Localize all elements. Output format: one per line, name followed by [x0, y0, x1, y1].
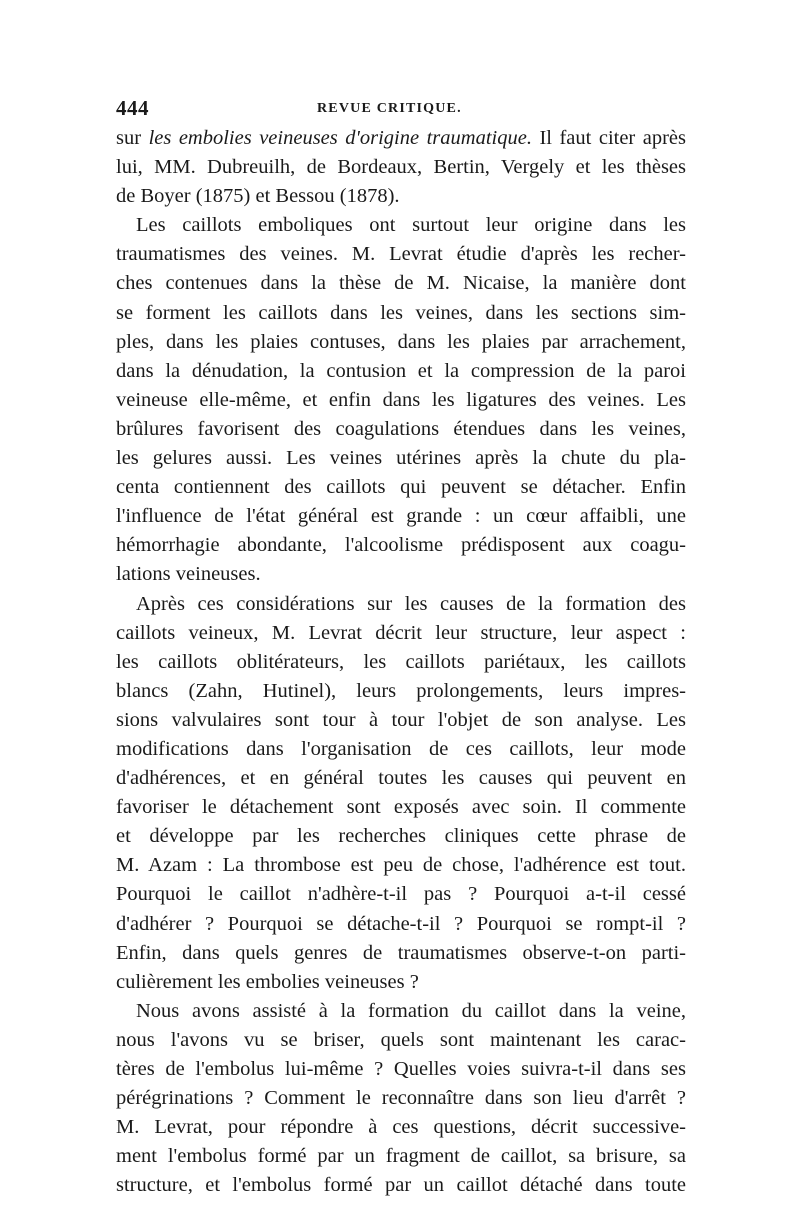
text-line: hémorrhagie abondante, l'alcoolisme prédisposent aux coagu- — [116, 534, 686, 557]
text-line: et développe par les recherches cliniques cette phrase de — [116, 825, 686, 848]
paragraph-start-line: Après ces considérations sur les causes de la formation des — [136, 592, 686, 615]
text-line: traumatismes des veines. M. Levrat étudie d'après les recher- — [116, 243, 686, 266]
text-line: pérégrinations ? Comment le reconnaître dans son lieu d'arrêt ? — [116, 1087, 686, 1110]
text-line: favoriser le détachement sont exposés avec soin. Il commente — [116, 796, 686, 819]
text-line: ples, dans les plaies contuses, dans les plaies par arrachement, — [116, 330, 686, 353]
text-line: Pourquoi le caillot n'adhère-t-il pas ? Pourquoi a-t-il cessé — [116, 883, 686, 906]
text-line: d'adhérences, et en général toutes les causes qui peuvent en — [116, 767, 686, 790]
text-line: caillots veineux, M. Levrat décrit leur structure, leur aspect : — [116, 621, 686, 644]
text-line: culièrement les embolies veineuses ? — [116, 970, 419, 993]
text-line: l'influence de l'état général est grande : un cœur affaibli, une — [116, 505, 686, 528]
text-line: M. Azam : La thrombose est peu de chose, l'adhérence est tout. — [116, 854, 686, 877]
text-line: Enfin, dans quels genres de traumatismes observe-t-on parti- — [116, 941, 686, 964]
italic-title: les embolies veineuses d'origine traumatique. — [148, 127, 532, 149]
text-line: M. Levrat, pour répondre à ces questions, décrit successive- — [116, 1116, 686, 1139]
text-line: les gelures aussi. Les veines utérines après la chute du pla- — [116, 447, 686, 470]
text-line: dans la dénudation, la contusion et la compression de la paroi — [116, 359, 686, 382]
paragraph-start-line: Nous avons assisté à la formation du caillot dans la veine, — [136, 999, 686, 1022]
text-line: se forment les caillots dans les veines, dans les sections sim- — [116, 301, 686, 324]
text-line: modifications dans l'organisation de ces caillots, leur mode — [116, 737, 686, 760]
text-line: lui, MM. Dubreuilh, de Bordeaux, Bertin, Vergely et les thèses — [116, 156, 686, 179]
text-line: centa contiennent des caillots qui peuvent se détacher. Enfin — [116, 476, 686, 499]
text-line: ment l'embolus formé par un fragment de caillot, sa brisure, sa — [116, 1145, 686, 1168]
text-line — [116, 124, 686, 153]
body-text — [116, 124, 686, 1200]
paragraph-start-line: Les caillots emboliques ont surtout leur origine dans les — [136, 214, 686, 237]
text-line: structure, et l'embolus formé par un caillot détaché dans toute — [116, 1174, 686, 1197]
text-line: ches contenues dans la thèse de M. Nicaise, la manière dont — [116, 272, 686, 295]
running-head — [116, 96, 686, 126]
text-line: tères de l'embolus lui-même ? Quelles voies suivra-t-il dans ses — [116, 1058, 686, 1080]
text-fragment: sur — [116, 127, 149, 149]
text-line: blancs (Zahn, Hutinel), leurs prolongements, leurs impres- — [116, 679, 686, 702]
page-number: 444 — [116, 96, 149, 120]
text-line: brûlures favorisent des coagulations étendues dans les veines, — [116, 417, 686, 440]
text-line: de Boyer (1875) et Bessou (1878). — [116, 185, 400, 208]
text-line: lations veineuses. — [116, 563, 261, 586]
text-line: d'adhérer ? Pourquoi se détache-t-il ? Pourquoi se rompt-il ? — [116, 912, 686, 935]
text-line: les caillots oblitérateurs, les caillots pariétaux, les caillots — [116, 650, 686, 673]
text-line: veineuse elle-même, et enfin dans les ligatures des veines. Les — [116, 388, 686, 411]
text-line: sions valvulaires sont tour à tour l'objet de son analyse. Les — [116, 708, 686, 731]
text-line: nous l'avons vu se briser, quels sont maintenant les carac- — [116, 1028, 686, 1051]
journal-title: REVUE CRITIQUE. — [317, 101, 462, 116]
text-fragment: Il faut citer après — [531, 127, 687, 149]
